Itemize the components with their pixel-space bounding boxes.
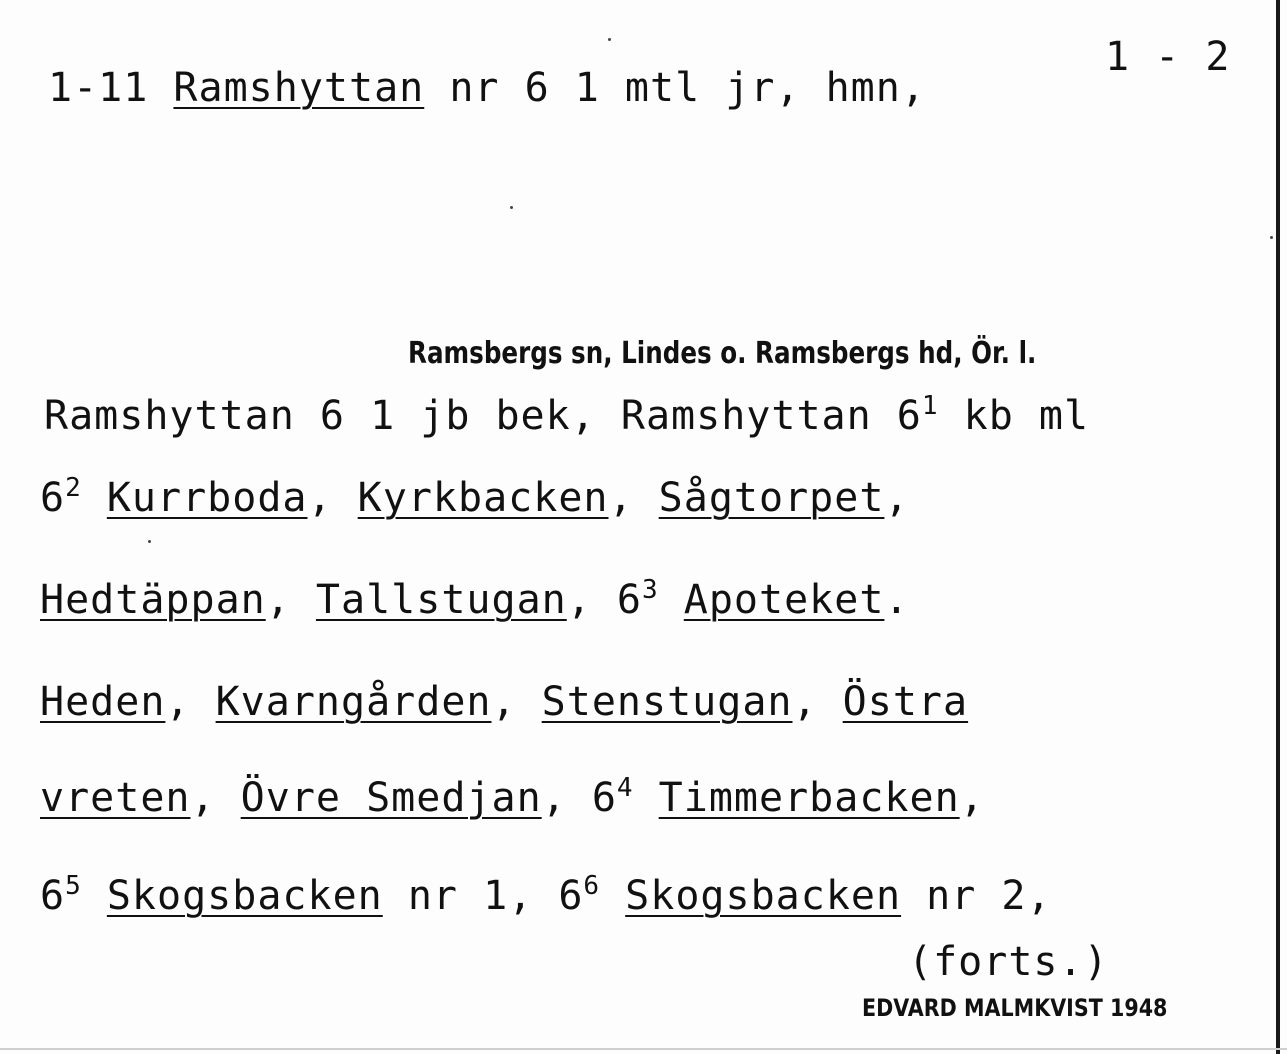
ink-speck (1270, 236, 1273, 239)
card-bottom-edge (0, 1048, 1287, 1050)
body-line-2: $6^2$ Kurrboda, Kyrkbacken, Sågtorpet, (40, 473, 910, 521)
title-place: Ramshyttan (173, 65, 425, 111)
place-name: Stenstugan (541, 679, 793, 725)
continued-note: (forts.) (908, 939, 1109, 985)
place-name: vreten (40, 775, 191, 821)
title-rest: nr 6 1 mtl jr, hmn, (449, 65, 926, 111)
place-name: Kurrboda (106, 475, 308, 521)
ink-speck (148, 540, 151, 543)
parish-stamp: Ramsbergs sn, Lindes o. Ramsbergs hd, Ör. l. (408, 336, 1037, 371)
ink-speck (510, 206, 513, 209)
place-name: Kvarngården (215, 679, 492, 725)
line6-number-1: 6 (40, 873, 66, 919)
place-name: Timmerbacken (658, 775, 960, 821)
line6-tail: nr 2, (901, 873, 1052, 919)
line5-number: 6 (591, 775, 617, 821)
place-name: Hedtäppan (40, 577, 266, 623)
body-line-4: Heden, Kvarngården, Stenstugan, Östra (40, 679, 969, 725)
line6-mid: nr 1, (382, 873, 559, 919)
line3-sup: 3 (642, 575, 659, 605)
line3-number: 6 (616, 577, 643, 623)
place-name: Apoteket (683, 577, 885, 623)
place-name: Tallstugan (315, 577, 567, 623)
publisher-stamp: EDVARD MALMKVIST 1948 (862, 994, 1168, 1022)
place-name: Heden (40, 679, 166, 725)
place-name: Sågtorpet (658, 475, 885, 521)
line1-text-b: kb ml (938, 393, 1090, 439)
line1-text-a: Ramshyttan 6 1 jb bek, Ramshyttan 6 (44, 393, 922, 439)
body-line-6 (40, 872, 1052, 920)
title-prefix: 1-11 (48, 65, 149, 111)
place-name: Skogsbacken (106, 873, 383, 919)
place-name: Östra (842, 679, 969, 725)
line5-sup: 4 (616, 773, 634, 803)
line1-sup: 1 (921, 391, 939, 421)
card-number: 1 - 2 (1105, 34, 1231, 80)
line2-sup: 2 (65, 473, 82, 503)
line6-sup-2: 6 (583, 871, 601, 901)
place-name: Skogsbacken (625, 873, 902, 919)
body-line-5: vreten, Övre Smedjan, $6^4$ Timmerbacken, (40, 773, 985, 821)
place-name: Övre Smedjan (240, 775, 542, 821)
body-line-3: Hedtäppan, Tallstugan, $6^3$ Apoteket. (40, 575, 910, 623)
line2-number: 6 (40, 475, 66, 521)
line6-sup-1: 5 (65, 871, 82, 901)
ink-speck (608, 38, 611, 41)
title-line (48, 64, 926, 112)
card-right-edge (1276, 0, 1280, 1054)
place-name: Kyrkbacken (357, 475, 609, 521)
line6-number-2: 6 (558, 873, 584, 919)
body-line-1 (44, 392, 1089, 440)
